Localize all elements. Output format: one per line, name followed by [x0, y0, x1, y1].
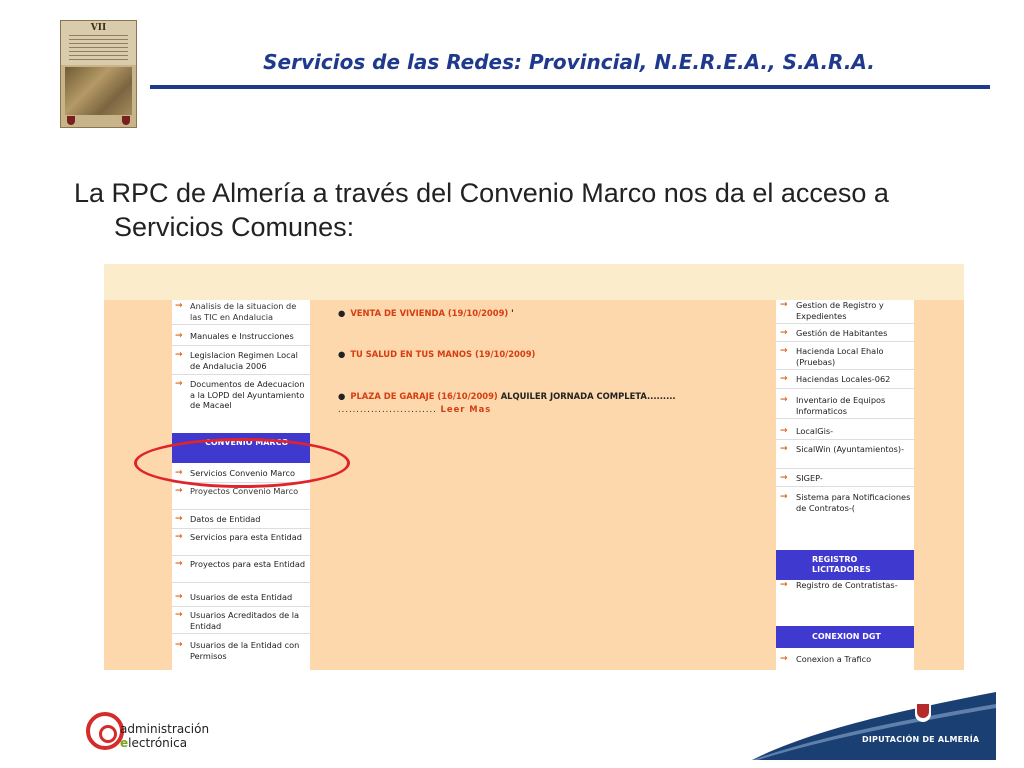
menu-item[interactable]: → LocalGis-: [776, 426, 914, 437]
cover-text-lines: [69, 35, 128, 61]
menu-divider: [172, 345, 310, 346]
logo-line-2: [120, 736, 187, 750]
menu-item[interactable]: → Inventario de Equipos Informaticos: [776, 395, 914, 416]
menu-divider: [172, 374, 310, 375]
cover-edition-label: VII: [90, 23, 107, 33]
highlight-oval: [134, 438, 350, 488]
slide-title: Servicios de las Redes: Provincial, N.E.R.E.A., S.A.R.A.: [263, 50, 875, 74]
menu-divider: [172, 509, 310, 510]
menu-divider: [776, 388, 914, 389]
registro-licitadores-header: REGISTRO LICITADORES: [776, 550, 914, 580]
menu-item[interactable]: → Usuarios Acreditados de la Entidad: [172, 610, 310, 631]
menu-divider: [776, 369, 914, 370]
menu-item[interactable]: → Proyectos para esta Entidad: [172, 559, 310, 570]
bullet-icon: ●: [338, 391, 346, 401]
menu-divider: [172, 582, 310, 583]
cover-photo: [65, 67, 132, 115]
menu-item[interactable]: → Haciendas Locales-062: [776, 374, 914, 385]
bullet-icon: ●: [338, 349, 346, 359]
diputacion-almeria-logo: [752, 690, 996, 760]
logo-line-1: administración: [120, 722, 210, 736]
diputacion-label: DIPUTACIÓN DE ALMERÍA: [862, 735, 980, 744]
menu-item[interactable]: → Proyectos Convenio Marco: [172, 486, 310, 497]
conference-cover-image: [60, 20, 137, 128]
menu-item[interactable]: → Gestion de Registro y Expedientes: [776, 300, 914, 321]
bullet-icon: ●: [338, 308, 346, 318]
menu-item[interactable]: → Registro de Contratistas-: [776, 580, 914, 591]
coat-of-arms-icon: [915, 702, 931, 722]
logo-line-2-rest: lectrónica: [128, 736, 188, 750]
news-item[interactable]: [338, 349, 535, 359]
news-panel: [336, 300, 776, 670]
seal-icon: [122, 116, 130, 125]
menu-item[interactable]: → Datos de Entidad: [172, 514, 310, 525]
conexion-dgt-header: CONEXION DGT: [776, 626, 914, 648]
menu-divider: [776, 486, 914, 487]
menu-item[interactable]: → SIGEP-: [776, 473, 914, 484]
menu-divider: [776, 323, 914, 324]
body-paragraph: La RPC de Almería a través del Convenio Marco nos da el acceso a Servicios Comunes:: [74, 178, 889, 242]
menu-divider: [172, 555, 310, 556]
menu-divider: [172, 606, 310, 607]
menu-item[interactable]: → Legislacion Regimen Local de Andalucia 2006: [172, 350, 310, 371]
news-extra: ALQUILER JORNADA COMPLETA.........: [500, 391, 676, 401]
news-title[interactable]: TU SALUD EN TUS MANOS (19/10/2009): [350, 349, 536, 359]
seal-icon: [67, 116, 75, 125]
menu-item[interactable]: → Sistema para Notificaciones de Contratos-(: [776, 492, 914, 513]
menu-item-servicios-convenio-marco[interactable]: → Servicios Convenio Marco: [172, 468, 310, 479]
menu-item[interactable]: → Servicios para esta Entidad: [172, 532, 310, 543]
news-extra: ': [511, 308, 514, 318]
menu-divider: [776, 468, 914, 469]
menu-item[interactable]: → Gestión de Habitantes: [776, 328, 914, 339]
news-continuation: [338, 404, 491, 414]
news-item[interactable]: [338, 308, 514, 318]
title-underline: [150, 85, 990, 89]
menu-divider: [172, 324, 310, 325]
diputacion-band: [752, 690, 996, 760]
menu-divider: [776, 341, 914, 342]
menu-divider: [172, 528, 310, 529]
dot-leader: ...........................: [338, 404, 441, 414]
news-title[interactable]: VENTA DE VIVIENDA (19/10/2009): [350, 308, 509, 318]
menu-divider: [172, 633, 310, 634]
cover-seals: [61, 115, 136, 125]
menu-item[interactable]: → Documentos de Adecuacion a la LOPD del Ayuntamiento de Macael: [172, 379, 310, 411]
news-item[interactable]: [338, 391, 676, 401]
administracion-electronica-logo: [86, 712, 226, 756]
menu-item[interactable]: → Conexion a Trafico: [776, 654, 914, 665]
read-more-link[interactable]: Leer Mas: [440, 404, 492, 414]
menu-item[interactable]: → SicalWin (Ayuntamientos)-: [776, 444, 914, 455]
menu-item[interactable]: → Usuarios de esta Entidad: [172, 592, 310, 603]
menu-item[interactable]: → Manuales e Instrucciones: [172, 331, 310, 342]
right-menu: [776, 300, 914, 670]
menu-divider: [776, 418, 914, 419]
portal-top-band: [104, 264, 964, 300]
menu-item[interactable]: → Hacienda Local Ehalo (Pruebas): [776, 346, 914, 367]
menu-item[interactable]: → Usuarios de la Entidad con Permisos: [172, 640, 310, 661]
menu-divider: [776, 439, 914, 440]
logo-e-initial: e: [120, 736, 129, 750]
news-title[interactable]: PLAZA DE GARAJE (16/10/2009): [350, 391, 498, 401]
at-sign-icon: [86, 712, 124, 750]
convenio-marco-header: CONVENIO MARCO: [172, 433, 310, 463]
menu-item[interactable]: → Analisis de la situacion de las TIC en Andalucia: [172, 301, 310, 322]
